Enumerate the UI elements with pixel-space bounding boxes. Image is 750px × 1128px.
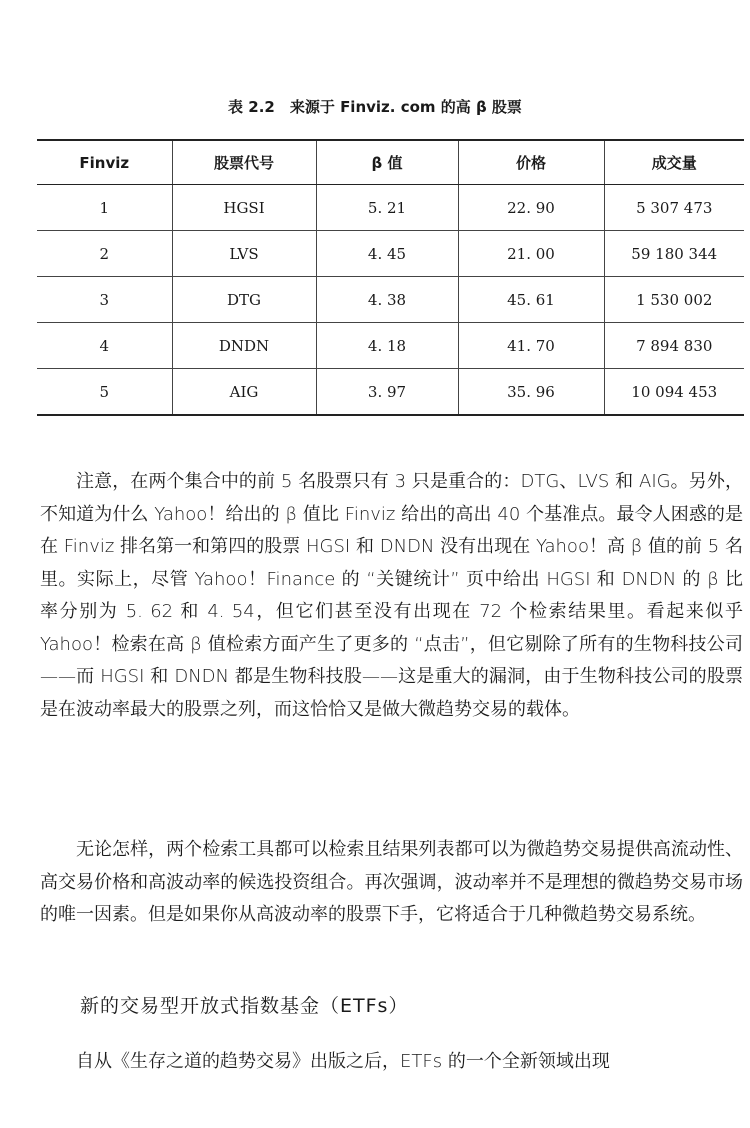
table-header-row	[37, 140, 744, 185]
volume-cell: 5 307 473	[604, 185, 744, 231]
price-cell: 22. 90	[458, 185, 604, 231]
beta-cell: 5. 21	[316, 185, 458, 231]
ticker-cell: HGSI	[172, 185, 316, 231]
paragraph-text: 自从《生存之道的趋势交易》出版之后，ETFs 的一个全新领域出现	[76, 1051, 610, 1072]
price-cell: 21. 00	[458, 231, 604, 277]
price-cell: 41. 70	[458, 323, 604, 369]
rank-cell: 2	[37, 231, 172, 277]
beta-cell: 4. 45	[316, 231, 458, 277]
rank-cell: 5	[37, 369, 172, 416]
volume-cell: 10 094 453	[604, 369, 744, 416]
beta-cell: 3. 97	[316, 369, 458, 416]
ticker-cell: AIG	[172, 369, 316, 416]
rank-cell: 3	[37, 277, 172, 323]
table-row	[37, 185, 744, 231]
header-ticker: 股票代号	[172, 140, 316, 185]
ticker-cell: LVS	[172, 231, 316, 277]
header-price: 价格	[458, 140, 604, 185]
high-beta-stock-table	[37, 139, 744, 416]
table-caption: 表 2.2 来源于 Finviz. com 的高 β 股票	[228, 98, 522, 116]
table-row	[37, 369, 744, 416]
paragraph-text: 无论怎样，两个检索工具都可以检索且结果列表都可以为微趋势交易提供高流动性、高交易价格和高波动率的候选投资组合。再次强调，波动率并不是理想的微趋势交易市场的唯一因素。但是如果你从高波动率的股票下手，它将适合于几种微趋势交易系统。	[40, 839, 743, 925]
rank-cell: 1	[37, 185, 172, 231]
price-cell: 35. 96	[458, 369, 604, 416]
header-beta: β 值	[316, 140, 458, 185]
body-paragraph-3	[40, 1046, 743, 1079]
volume-cell: 1 530 002	[604, 277, 744, 323]
table-row	[37, 231, 744, 277]
header-volume: 成交量	[604, 140, 744, 185]
rank-cell: 4	[37, 323, 172, 369]
body-paragraph-2	[40, 834, 743, 932]
header-finviz-rank: Finviz	[37, 140, 172, 185]
beta-cell: 4. 18	[316, 323, 458, 369]
ticker-cell: DTG	[172, 277, 316, 323]
price-cell: 45. 61	[458, 277, 604, 323]
table-row	[37, 277, 744, 323]
paragraph-text: 注意，在两个集合中的前 5 名股票只有 3 只是重合的：DTG、LVS 和 AIG。另外，不知道为什么 Yahoo！给出的 β 值比 Finviz 给出的高出 40 个基准点。最令人困惑的是在 Finviz 排名第一和第四的股票 HGSI 和 DNDN 没有出现在 Yahoo！高 β 值的前 5 名里。实际上，尽管 Yahoo！Finance 的 “关键统计” 页中给出 HGSI 和 DNDN 的 β 比率分别为 5. 62 和 4. 54，但它们甚至没有出现在 72 个检索结果里。看起来似乎 Yahoo！检索在高 β 值检索方面产生了更多的 “点击”，但它剔除了所有的生物科技公司——而 HGSI 和 DNDN 都是生物科技股——这是重大的漏洞，由于生物科技公司的股票是在波动率最大的股票之列，而这恰恰又是做大微趋势交易的载体。	[40, 471, 743, 720]
body-paragraph-1	[40, 466, 743, 726]
table-row	[37, 323, 744, 369]
volume-cell: 59 180 344	[604, 231, 744, 277]
volume-cell: 7 894 830	[604, 323, 744, 369]
ticker-cell: DNDN	[172, 323, 316, 369]
section-heading: 新的交易型开放式指数基金（ETFs）	[80, 995, 409, 1017]
beta-cell: 4. 38	[316, 277, 458, 323]
